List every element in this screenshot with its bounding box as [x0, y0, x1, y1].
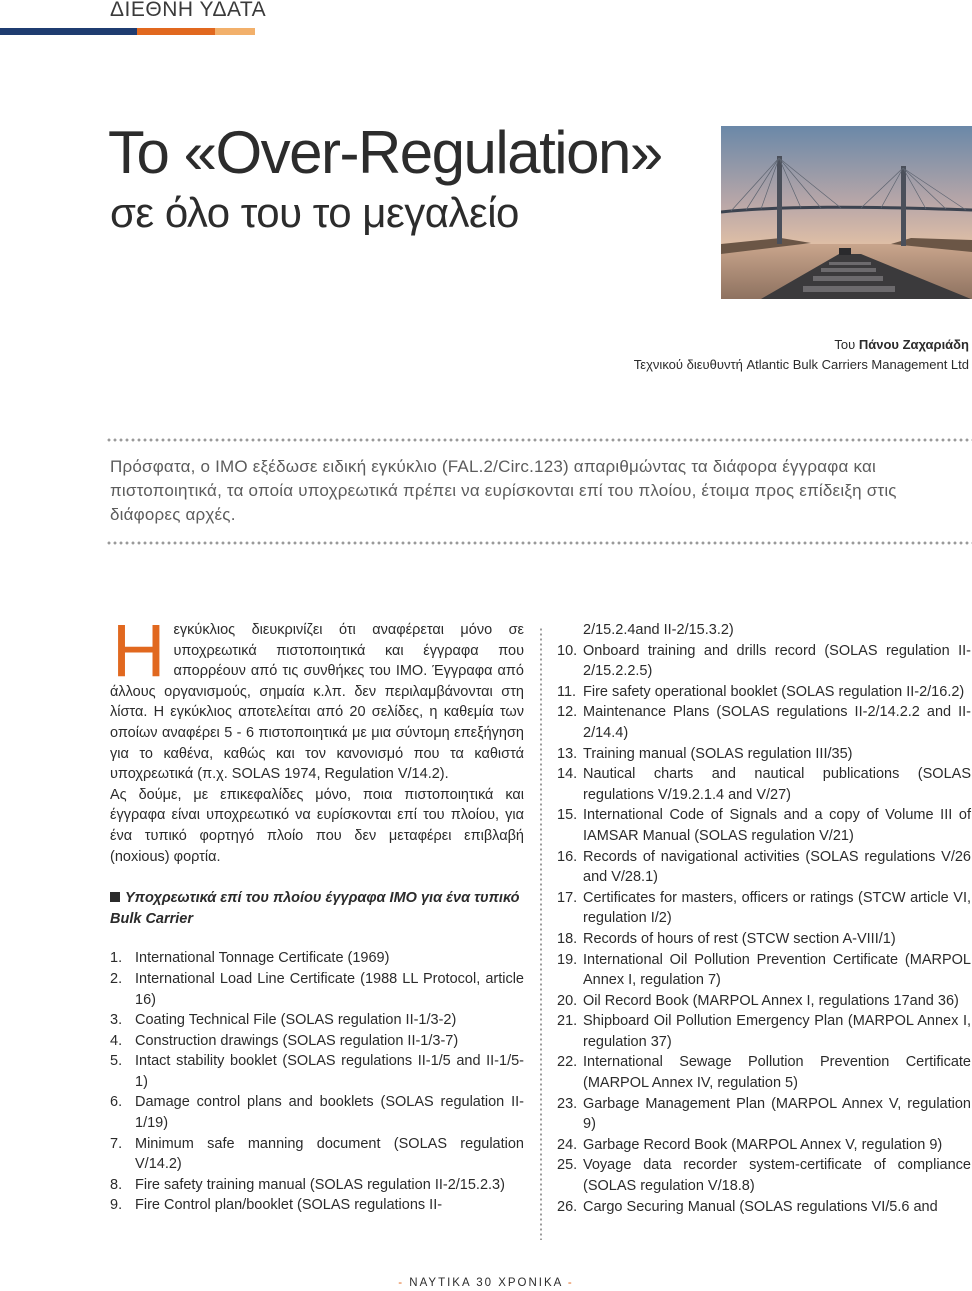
list-item — [110, 1031, 524, 1052]
list-item — [557, 805, 971, 846]
byline — [634, 335, 969, 375]
footer-dash-right: - — [567, 1277, 574, 1289]
list-item-number: 24. — [557, 1136, 578, 1153]
bridge-over-canal-ship-photo — [721, 126, 972, 299]
list-item — [557, 1155, 971, 1196]
list-item-text: Fire Control plan/booklet (SOLAS regulations II- — [135, 1197, 443, 1214]
list-item-text: International Tonnage Certificate (1969) — [135, 950, 390, 967]
lead-paragraph: Πρόσφατα, ο ΙΜΟ εξέδωσε ειδική εγκύκλιο (FAL.2/Circ.123) απαριθμώντας τα διάφορα έγγραφα και πιστοποιητικά, τα οποία υποχρεωτικά πρέπει να ευρίσκονται επί του πλοίου, έτοιμα προς επίδειξη στις διάφορες αρχές. — [110, 457, 897, 524]
footer-text: ΝΑΥΤΙΚΑ 30 ΧΡΟΝΙΚΑ — [409, 1277, 563, 1289]
list-item-text: Certificates for masters, officers or ratings (STCW article VI, regulation I/2) — [583, 889, 971, 927]
list-item — [110, 1134, 524, 1175]
list-item — [557, 682, 971, 703]
list-item-number: 7. — [110, 1135, 123, 1152]
list-item-number: 3. — [110, 1012, 123, 1029]
list-item-text: Minimum safe manning document (SOLAS regulation V/14.2) — [135, 1135, 524, 1173]
list-item-number: 19. — [557, 951, 578, 968]
list-item-text: Nautical charts and nautical publications (SOLAS regulations V/19.2.1.4 and V/27) — [583, 766, 971, 803]
list-item-number: 8. — [110, 1176, 123, 1193]
list-item-text: International Load Line Certificate (1988 LL Protocol, article 16) — [135, 970, 524, 1008]
list-item-number: 14. — [557, 766, 578, 783]
list-subheading — [110, 888, 524, 929]
list-item — [557, 641, 971, 682]
list-item — [110, 1010, 524, 1031]
list-item-number: 17. — [557, 889, 578, 906]
list-item-text: Records of navigational activities (SOLAS regulations V/26 and V/28.1) — [583, 848, 971, 886]
left-column — [110, 609, 524, 1216]
list-item-number: 12. — [557, 704, 578, 721]
list-item-number: 25. — [557, 1157, 578, 1174]
section-label: ΔΙΕΘΝΗ ΥΔΑΤΑ — [110, 0, 267, 21]
list-item-number: 22. — [557, 1054, 578, 1071]
second-paragraph: Ας δούμε, με επικεφαλίδες μόνο, ποια πιστοποιητικά και έγγραφα είναι υποχρεωτικό να ευρίσκονται επί του πλοίου, για ένα τυπικό φορτηγό πλοίο που δεν μεταφέρει επιβλαβή (noxious) φορτία. — [110, 786, 524, 865]
list-item-text: Intact stability booklet (SOLAS regulations II-1/5 and II-1/5-1) — [135, 1053, 524, 1090]
right-column — [557, 620, 971, 1217]
list-item — [557, 764, 971, 805]
list-item-text: Oil Record Book (MARPOL Annex I, regulations 17and 36) — [583, 992, 959, 1009]
list-item — [557, 744, 971, 765]
list-item-text: Voyage data recorder system-certificate of compliance (SOLAS regulation V/18.8) — [583, 1157, 971, 1195]
list-item-number: 20. — [557, 992, 578, 1009]
list-item — [557, 1135, 971, 1156]
article-title: Το «Over-Regulation» — [108, 119, 662, 186]
list-item-text: Garbage Record Book (MARPOL Annex V, regulation 9) — [583, 1136, 943, 1153]
list-item-number: 4. — [110, 1032, 123, 1049]
list-item — [110, 948, 524, 969]
list-item-text: Cargo Securing Manual (SOLAS regulations VI/5.6 and — [583, 1198, 938, 1215]
list-item-text: Coating Technical File (SOLAS regulation II-1/3-2) — [135, 1012, 457, 1029]
list-item — [110, 1092, 524, 1133]
dotted-divider-top — [106, 438, 972, 442]
list-item-number: 16. — [557, 848, 578, 865]
author-name: Πάνου Ζαχαριάδη — [858, 337, 969, 352]
dotted-divider-bottom — [106, 541, 972, 545]
list-item-number: 11. — [557, 683, 577, 700]
list-item — [557, 1052, 971, 1093]
list-item-text: Training manual (SOLAS regulation III/35) — [583, 745, 853, 762]
list-item — [557, 991, 971, 1012]
list-item-number: 5. — [110, 1053, 123, 1070]
list-item-text: International Code of Signals and a copy of Volume III of IAMSAR Manual (SOLAS regulation V/21) — [583, 807, 971, 844]
footer-dash-left: - — [398, 1277, 405, 1289]
list-item — [557, 1094, 971, 1135]
intro-paragraph — [110, 609, 524, 785]
list-item-number: 10. — [557, 642, 578, 659]
list-item-number: 15. — [557, 807, 578, 824]
list-item-number: 2. — [110, 970, 123, 987]
list-item-text: Construction drawings (SOLAS regulation II-1/3-7) — [135, 1032, 459, 1049]
square-bullet-icon — [110, 892, 120, 902]
list-item-number: 21. — [557, 1013, 578, 1030]
header-band-navy — [0, 28, 137, 35]
intro-text: εγκύκλιος διευκρινίζει ότι αναφέρεται μόνο σε υποχρεωτικά πιστοποιητικά και έγγραφα που απορρέουν από τις συνθήκες του ΙΜΟ. Έγγραφα από άλλους οργανισμούς, σημαία κ.λπ. δεν περιλαμβάνονται στη λίστα. Η εγκύκλιος αποτελείται από 20 σελίδες, η καθεμία των οποίων αναφέρει 5 - 6 πιστοποιητικά με μια σύντομη επεξήγηση για το καθένα, καθώς και τον κανονισμό που τα καθιστά υποχρεωτικά (π.χ. SOLAS 1974, Regulation V/14.2). — [110, 622, 524, 783]
list-item-number: 1. — [110, 950, 123, 967]
list-item-text: International Oil Pollution Prevention Certificate (MARPOL Annex I, regulation 7) — [583, 951, 971, 989]
list-item-text: Damage control plans and booklets (SOLAS regulation II-1/19) — [135, 1094, 524, 1132]
documents-list-right — [557, 641, 971, 1218]
list-item-text: Garbage Management Plan (MARPOL Annex V, regulation 9) — [583, 1095, 971, 1133]
list-item — [110, 1051, 524, 1092]
list-item-text: Fire safety training manual (SOLAS regulation II-2/15.2.3) — [135, 1176, 505, 1193]
list-item — [557, 847, 971, 888]
list-item-number: 26. — [557, 1198, 578, 1215]
list-item — [110, 1195, 524, 1216]
byline-prefix: Του — [834, 337, 859, 352]
list-item — [557, 888, 971, 929]
list-item — [557, 929, 971, 950]
subheading-text: Υποχρεωτικά επί του πλοίου έγγραφα ΙΜΟ για ένα τυπικό Bulk Carrier — [110, 890, 520, 927]
list-item-text: Maintenance Plans (SOLAS regulations II-2/14.2.2 and II-2/14.4) — [583, 704, 971, 741]
list-item — [557, 950, 971, 991]
list-item-text: Onboard training and drills record (SOLAS regulation II-2/15.2.2.5) — [583, 642, 971, 680]
list-item — [110, 1175, 524, 1196]
list-item — [557, 1197, 971, 1218]
header-band-light-orange — [215, 28, 255, 35]
list-item — [557, 1011, 971, 1052]
documents-list-left — [110, 948, 524, 1216]
list-item-number: 23. — [557, 1095, 578, 1112]
drop-cap: Η — [112, 609, 166, 692]
list-item — [557, 702, 971, 743]
byline-author-line — [634, 335, 969, 355]
article-subtitle: σε όλο του το μεγαλείο — [110, 189, 519, 236]
list-item-text: Records of hours of rest (STCW section A-VIII/1) — [583, 930, 896, 947]
list-item-text: International Sewage Pollution Prevention Certificate (MARPOL Annex IV, regulation 5) — [583, 1054, 971, 1092]
list-item-text: Fire safety operational booklet (SOLAS regulation II-2/16.2) — [583, 683, 965, 700]
column-divider — [540, 627, 542, 1240]
list-item-text: Shipboard Oil Pollution Emergency Plan (MARPOL Annex I, regulation 37) — [583, 1013, 971, 1050]
list-item-number: 13. — [557, 745, 578, 762]
page-footer — [0, 1277, 972, 1289]
list-continuation: 2/15.2.4and II-2/15.3.2) — [583, 622, 734, 638]
list-item-number: 18. — [557, 930, 578, 947]
list-item-number: 9. — [110, 1197, 123, 1214]
list-item — [110, 969, 524, 1010]
list-item-number: 6. — [110, 1094, 123, 1111]
author-role: Τεχνικού διευθυντή Atlantic Bulk Carriers Management Ltd — [633, 357, 969, 372]
header-band-orange — [137, 28, 215, 35]
